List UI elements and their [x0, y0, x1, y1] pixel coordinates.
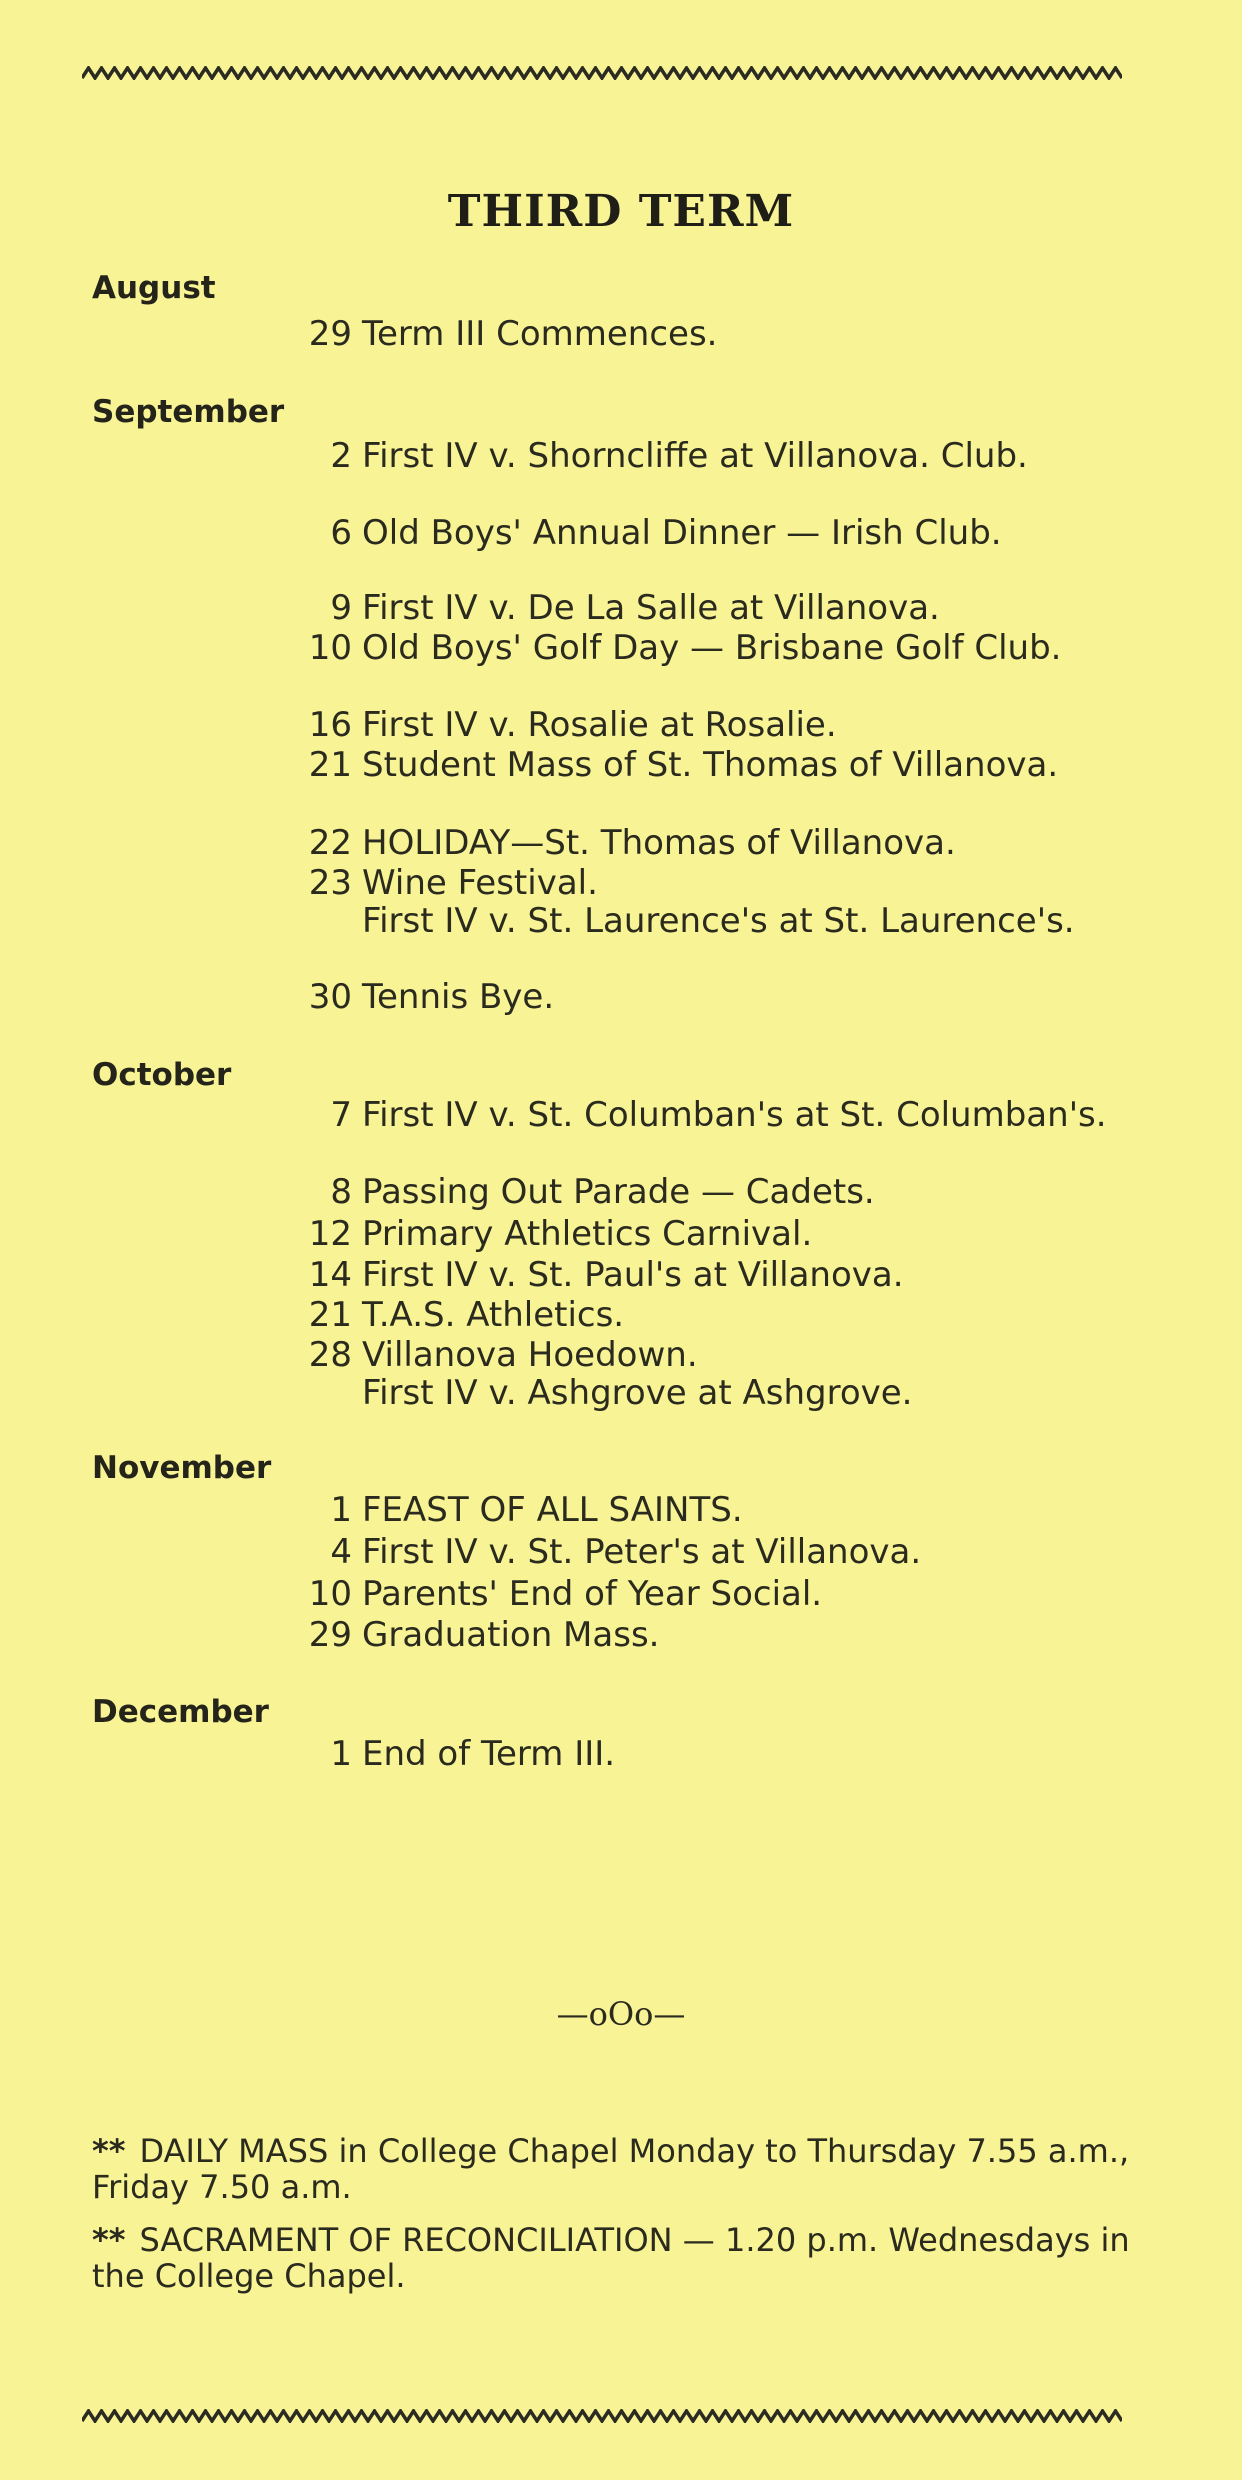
event-text: First IV v. Rosalie at Rosalie. [362, 705, 837, 745]
event-text: Passing Out Parade — Cadets. [362, 1172, 875, 1212]
event-day: 21 [308, 745, 352, 785]
event-text: Term III Commences. [362, 314, 718, 354]
event-text: First IV v. St. Paul's at Villanova. [362, 1255, 904, 1295]
event-day: 1 [330, 1734, 352, 1774]
event-text: Primary Athletics Carnival. [362, 1214, 813, 1254]
event-text: First IV v. De La Salle at Villanova. [362, 588, 940, 628]
footnote [92, 2222, 1132, 2294]
footnote-marker: ** [92, 2221, 126, 2259]
event-day: 2 [330, 436, 352, 476]
event-day: 4 [330, 1532, 352, 1572]
footnote-text: DAILY MASS in College Chapel Monday to Thursday 7.55 a.m., Friday 7.50 a.m. [92, 2132, 1130, 2206]
event-text: Villanova Hoedown. [362, 1335, 698, 1375]
event-text: Tennis Bye. [362, 977, 555, 1017]
month-heading-december: December [92, 1694, 269, 1730]
event-text: Wine Festival. [362, 863, 598, 903]
top-zigzag-border [82, 66, 1122, 80]
event-day: 9 [330, 588, 352, 628]
zigzag-line [82, 68, 1122, 78]
event-day: 16 [308, 705, 352, 745]
event-text: T.A.S. Athletics. [362, 1295, 625, 1335]
month-heading-october: October [92, 1057, 232, 1093]
event-text: End of Term III. [362, 1734, 616, 1774]
month-heading-september: September [92, 394, 285, 430]
footnote-marker: ** [92, 2132, 126, 2170]
event-text: Parents' End of Year Social. [362, 1574, 823, 1614]
event-day: 8 [330, 1172, 352, 1212]
event-day: 28 [308, 1335, 352, 1375]
event-day: 12 [308, 1214, 352, 1254]
zigzag-line [82, 2411, 1122, 2421]
month-heading-august: August [92, 270, 216, 306]
footnote-text: SACRAMENT OF RECONCILIATION — 1.20 p.m. Wednesdays in the College Chapel. [92, 2221, 1130, 2295]
event-text: Graduation Mass. [362, 1615, 660, 1655]
event-day: 6 [330, 513, 352, 553]
event-day: 22 [308, 823, 352, 863]
event-day: 7 [330, 1095, 352, 1135]
event-day: 14 [308, 1255, 352, 1295]
event-day: 10 [308, 1574, 352, 1614]
event-day: 29 [308, 1615, 352, 1655]
event-text: Old Boys' Annual Dinner — Irish Club. [362, 513, 1002, 553]
event-text: HOLIDAY—St. Thomas of Villanova. [362, 823, 956, 863]
event-text: Student Mass of St. Thomas of Villanova. [362, 745, 1059, 785]
section-separator: —oOo— [556, 1995, 686, 2033]
bottom-zigzag-border [82, 2409, 1122, 2423]
event-text: First IV v. Ashgrove at Ashgrove. [362, 1373, 913, 1413]
footnote [92, 2133, 1132, 2205]
event-text: First IV v. St. Laurence's at St. Laurence's. [362, 901, 1075, 941]
month-heading-november: November [92, 1450, 272, 1486]
event-day: 29 [308, 314, 352, 354]
page-title: THIRD TERM [447, 186, 795, 237]
event-text: First IV v. Shorncliffe at Villanova. Club. [362, 436, 1028, 476]
event-text: First IV v. St. Columban's at St. Columban's. [362, 1095, 1107, 1135]
event-day: 23 [308, 863, 352, 903]
event-text: First IV v. St. Peter's at Villanova. [362, 1532, 922, 1572]
event-day: 1 [330, 1490, 352, 1530]
event-day: 10 [308, 628, 352, 668]
event-text: Old Boys' Golf Day — Brisbane Golf Club. [362, 628, 1062, 668]
event-text: FEAST OF ALL SAINTS. [362, 1490, 743, 1530]
event-day: 30 [308, 977, 352, 1017]
event-day: 21 [308, 1295, 352, 1335]
